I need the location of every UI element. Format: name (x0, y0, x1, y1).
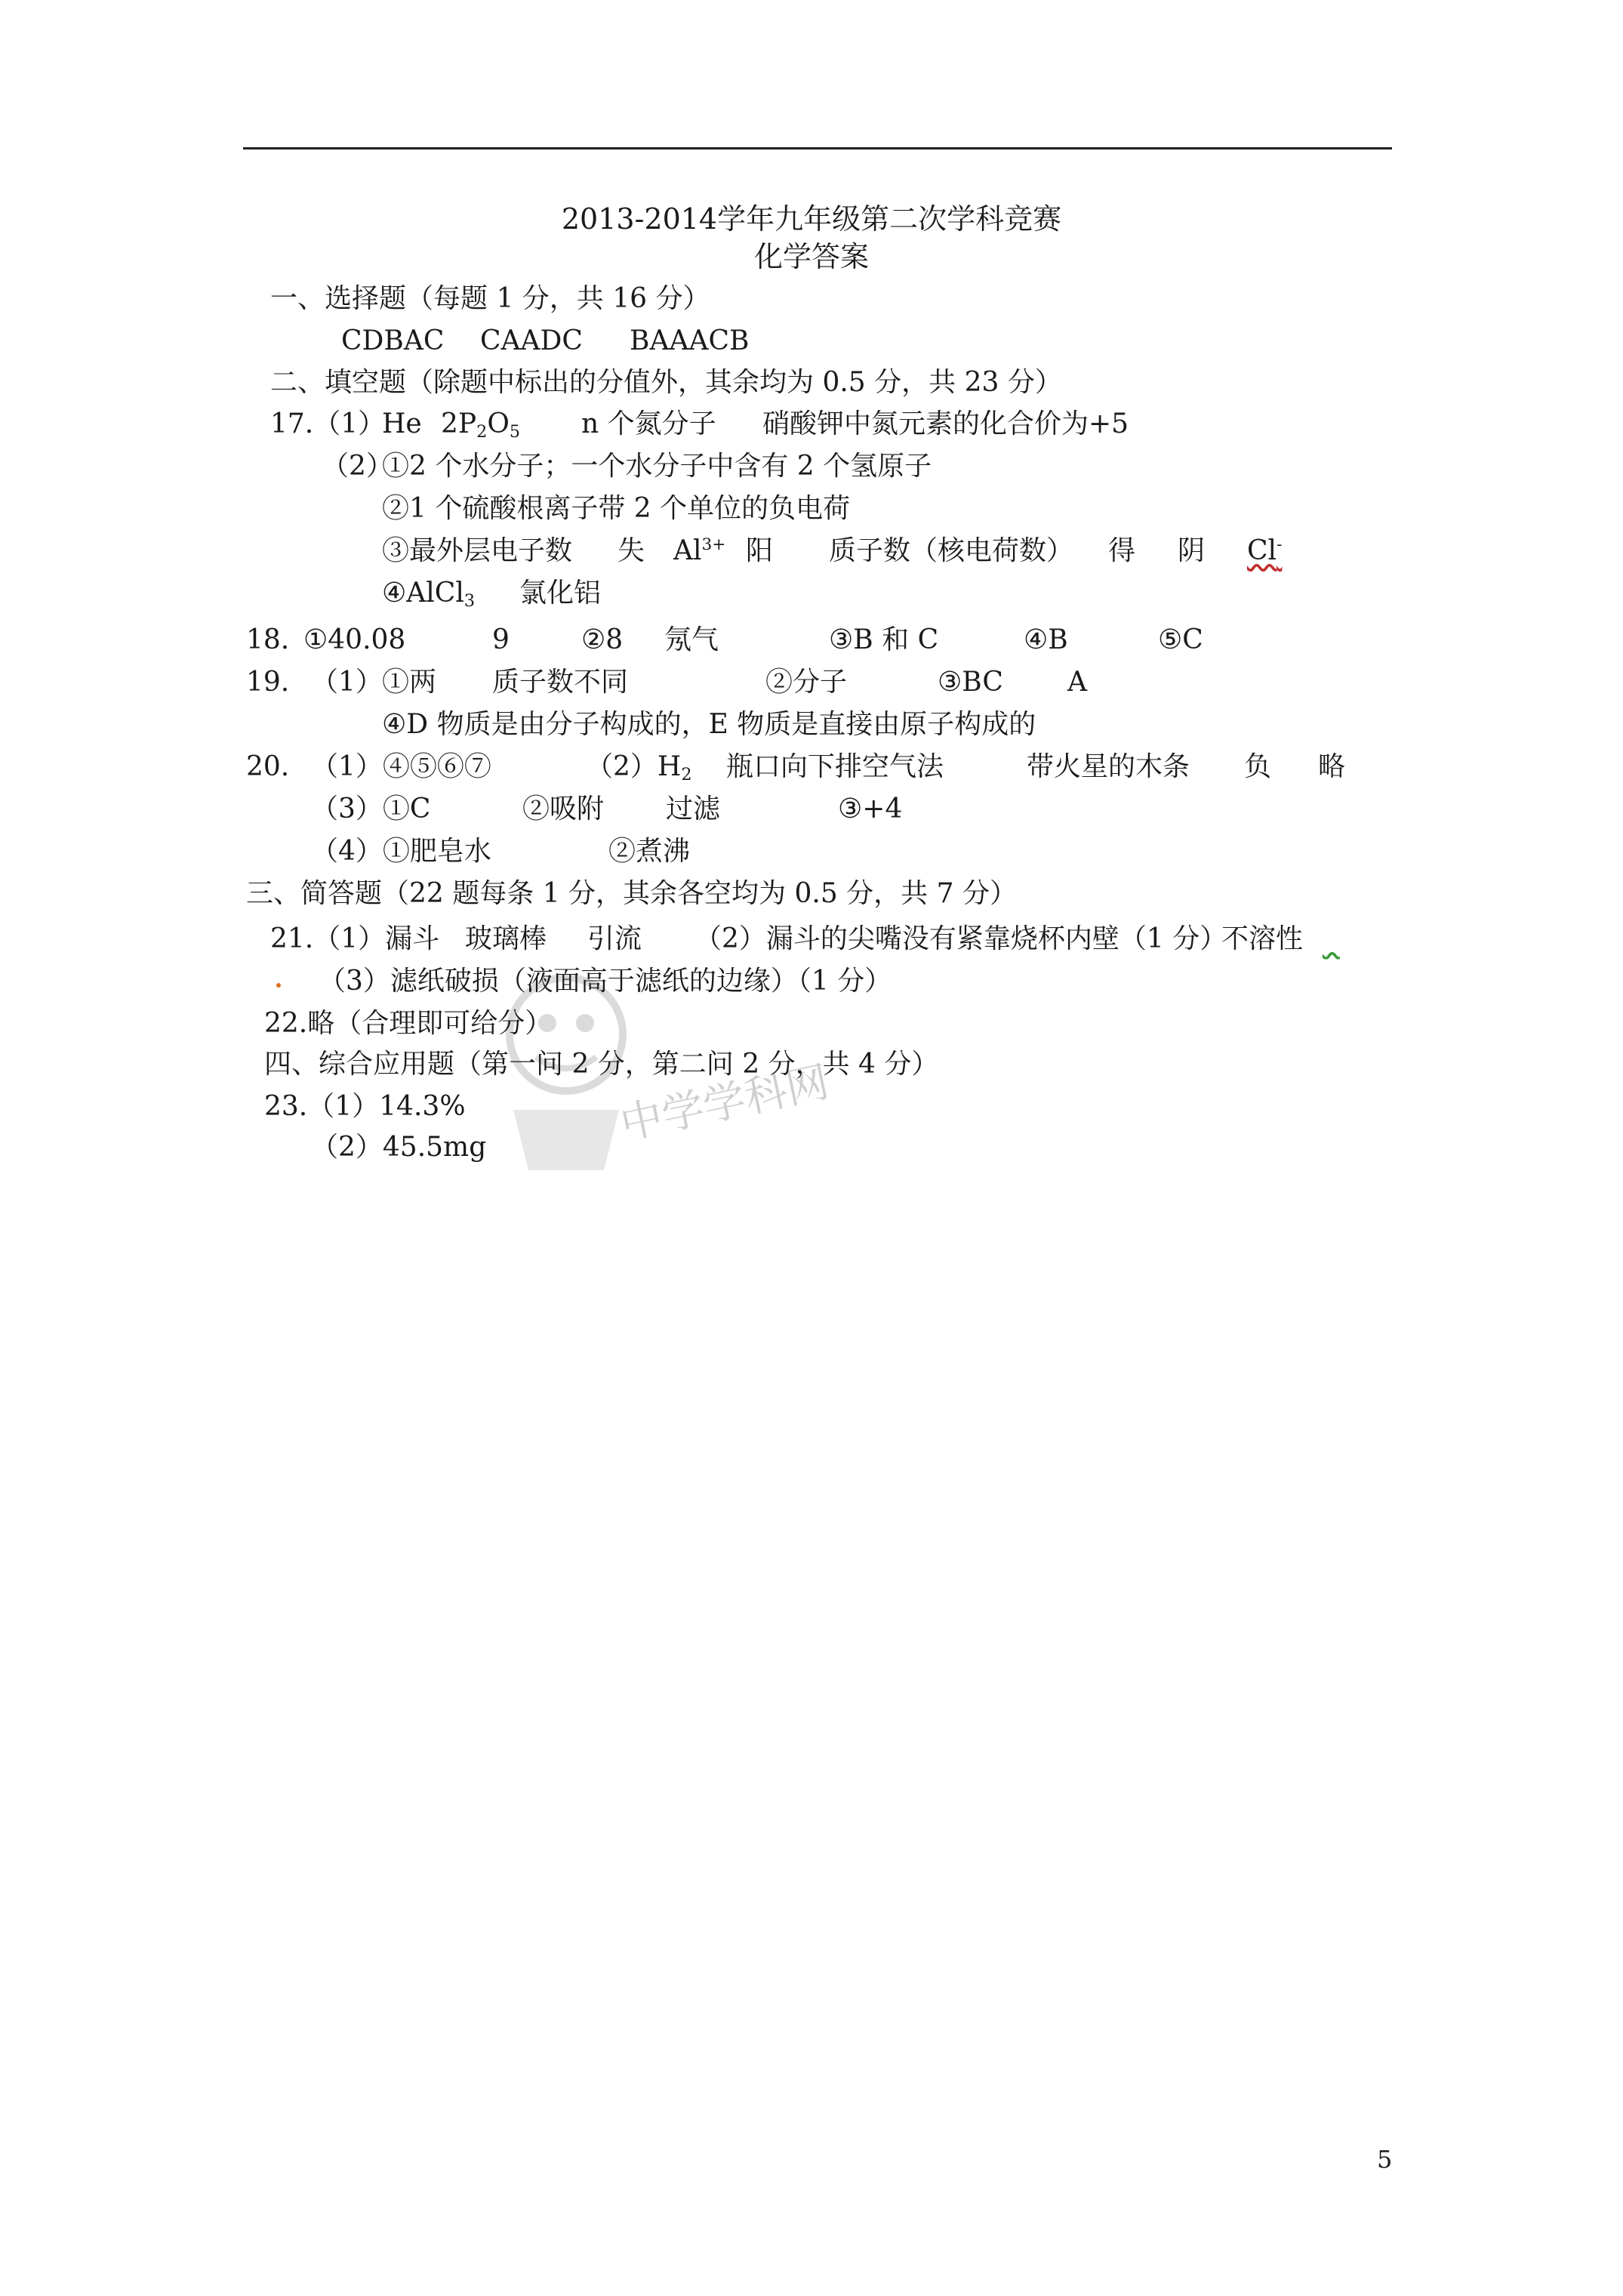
q23-answer-2: （2）45.5mg (311, 1132, 487, 1163)
q19-answer-4: ③BC (938, 667, 1003, 698)
q21-squiggle-mark (1323, 923, 1344, 956)
q17-part2-item3e: 质子数（核电荷数） (829, 535, 1074, 566)
q19-answer-1: ①两 (382, 667, 437, 698)
header-rule (243, 147, 1392, 149)
q20-answer-8: ②煮沸 (608, 836, 691, 867)
q23-answer-1: 23.（1）14.3% (264, 1091, 466, 1122)
q17-part2-item3h: Cl- (1247, 535, 1283, 566)
q21-answer-4: 不溶性 (1221, 923, 1304, 954)
choice-answers-2: CAADC (480, 325, 583, 356)
q21-part1: 21.（1）漏斗 (270, 923, 440, 954)
q20-part2: （2）H2 (586, 751, 692, 785)
section-application-heading: 四、综合应用题（第一问 2 分，第二问 2 分，共 4 分） (264, 1049, 939, 1080)
q19-answer-6: ④D 物质是由分子构成的，E 物质是直接由原子构成的 (382, 709, 1036, 740)
q18-answer-2: 9 (492, 624, 510, 655)
q18-answer-6: ④B (1024, 624, 1068, 655)
q20-answer-4: 略 (1318, 751, 1346, 782)
q20-answer-1: 瓶口向下排空气法 (726, 751, 944, 782)
q21-orange-dot (276, 983, 281, 988)
q21-answer-1: 玻璃棒 (465, 923, 547, 954)
q19-number: 19. (246, 667, 290, 698)
q17-part2-item3f: 得 (1108, 535, 1136, 566)
q19-answer-2: 质子数不同 (492, 667, 629, 698)
q17-part2-item3d: 阳 (746, 535, 774, 566)
q20-number: 20. (246, 751, 290, 782)
q21-answer-2: 引流 (587, 923, 642, 954)
q20-answer-2: 带火星的木条 (1027, 751, 1190, 782)
q17-part2-item1: ①2 个水分子；一个水分子中含有 2 个氢原子 (382, 451, 932, 482)
q17-part2-item3a: ③最外层电子数 (382, 535, 573, 566)
q21-answer-5: （3）滤纸破损（液面高于滤纸的边缘）（1 分） (319, 966, 892, 997)
q18-answer-5: ③B 和 C (829, 624, 939, 655)
q18-number: 18. (246, 624, 290, 655)
q18-answer-7: ⑤C (1158, 624, 1203, 655)
q19-answer-5: A (1067, 667, 1087, 698)
section-choice-heading: 一、选择题（每题 1 分，共 16 分） (270, 283, 710, 314)
q19-part1-label: （1） (311, 667, 383, 698)
q18-answer-4: 氖气 (664, 624, 719, 655)
page-number: 5 (1377, 2145, 1393, 2174)
q20-part1: （1）④⑤⑥⑦ (311, 751, 491, 782)
q17-part2-item4b: 氯化铝 (519, 578, 602, 609)
q22-answer: 22.略（合理即可给分） (264, 1008, 553, 1039)
q20-answer-7: ③+4 (838, 794, 903, 824)
q18-answer-3: ②8 (581, 624, 624, 655)
section-fill-heading: 二、填空题（除题中标出的分值外，其余均为 0.5 分，共 23 分） (270, 367, 1062, 398)
q20-answer-6: 过滤 (666, 794, 721, 824)
q17-answer-1: He (382, 408, 422, 439)
section-short-answer-heading: 三、简答题（22 题每条 1 分，其余各空均为 0.5 分，共 7 分） (246, 878, 1017, 909)
choice-answers-3: BAAACB (630, 325, 750, 356)
q17-part2-item2: ②1 个硫酸根离子带 2 个单位的负电荷 (382, 493, 851, 524)
q17-part2-item3b: 失 (617, 535, 645, 566)
q17-answer-4: 硝酸钾中氮元素的化合价为+5 (762, 408, 1129, 439)
q19-answer-3: ②分子 (765, 667, 848, 698)
q17-part2-item3g: 阴 (1178, 535, 1206, 566)
q20-answer-3: 负 (1244, 751, 1272, 782)
q20-part3: （3）①C (311, 794, 431, 824)
q17-part2-item4a: ④AlCl3 (382, 578, 476, 612)
q20-answer-5: ②吸附 (522, 794, 605, 824)
q17-number: 17.（1） (270, 408, 386, 439)
q17-part2-label: （2） (322, 451, 393, 482)
q17-answer-2: 2P2O5 (441, 408, 521, 442)
choice-answers-1: CDBAC (341, 325, 445, 356)
q21-answer-3: （2）漏斗的尖嘴没有紧靠烧杯内壁（1 分） (694, 923, 1227, 954)
q20-part4: （4）①肥皂水 (311, 836, 491, 867)
q17-answer-3: n 个氮分子 (581, 408, 716, 439)
q18-answer-1: ①40.08 (303, 624, 406, 655)
q17-part2-item3c: $Al^{3+}$ (673, 535, 726, 566)
page-subtitle: 化学答案 (753, 240, 869, 273)
watermark-text: 中学学科网 (616, 1057, 833, 1150)
page-title: 2013-2014学年九年级第二次学科竞赛 (561, 202, 1062, 236)
